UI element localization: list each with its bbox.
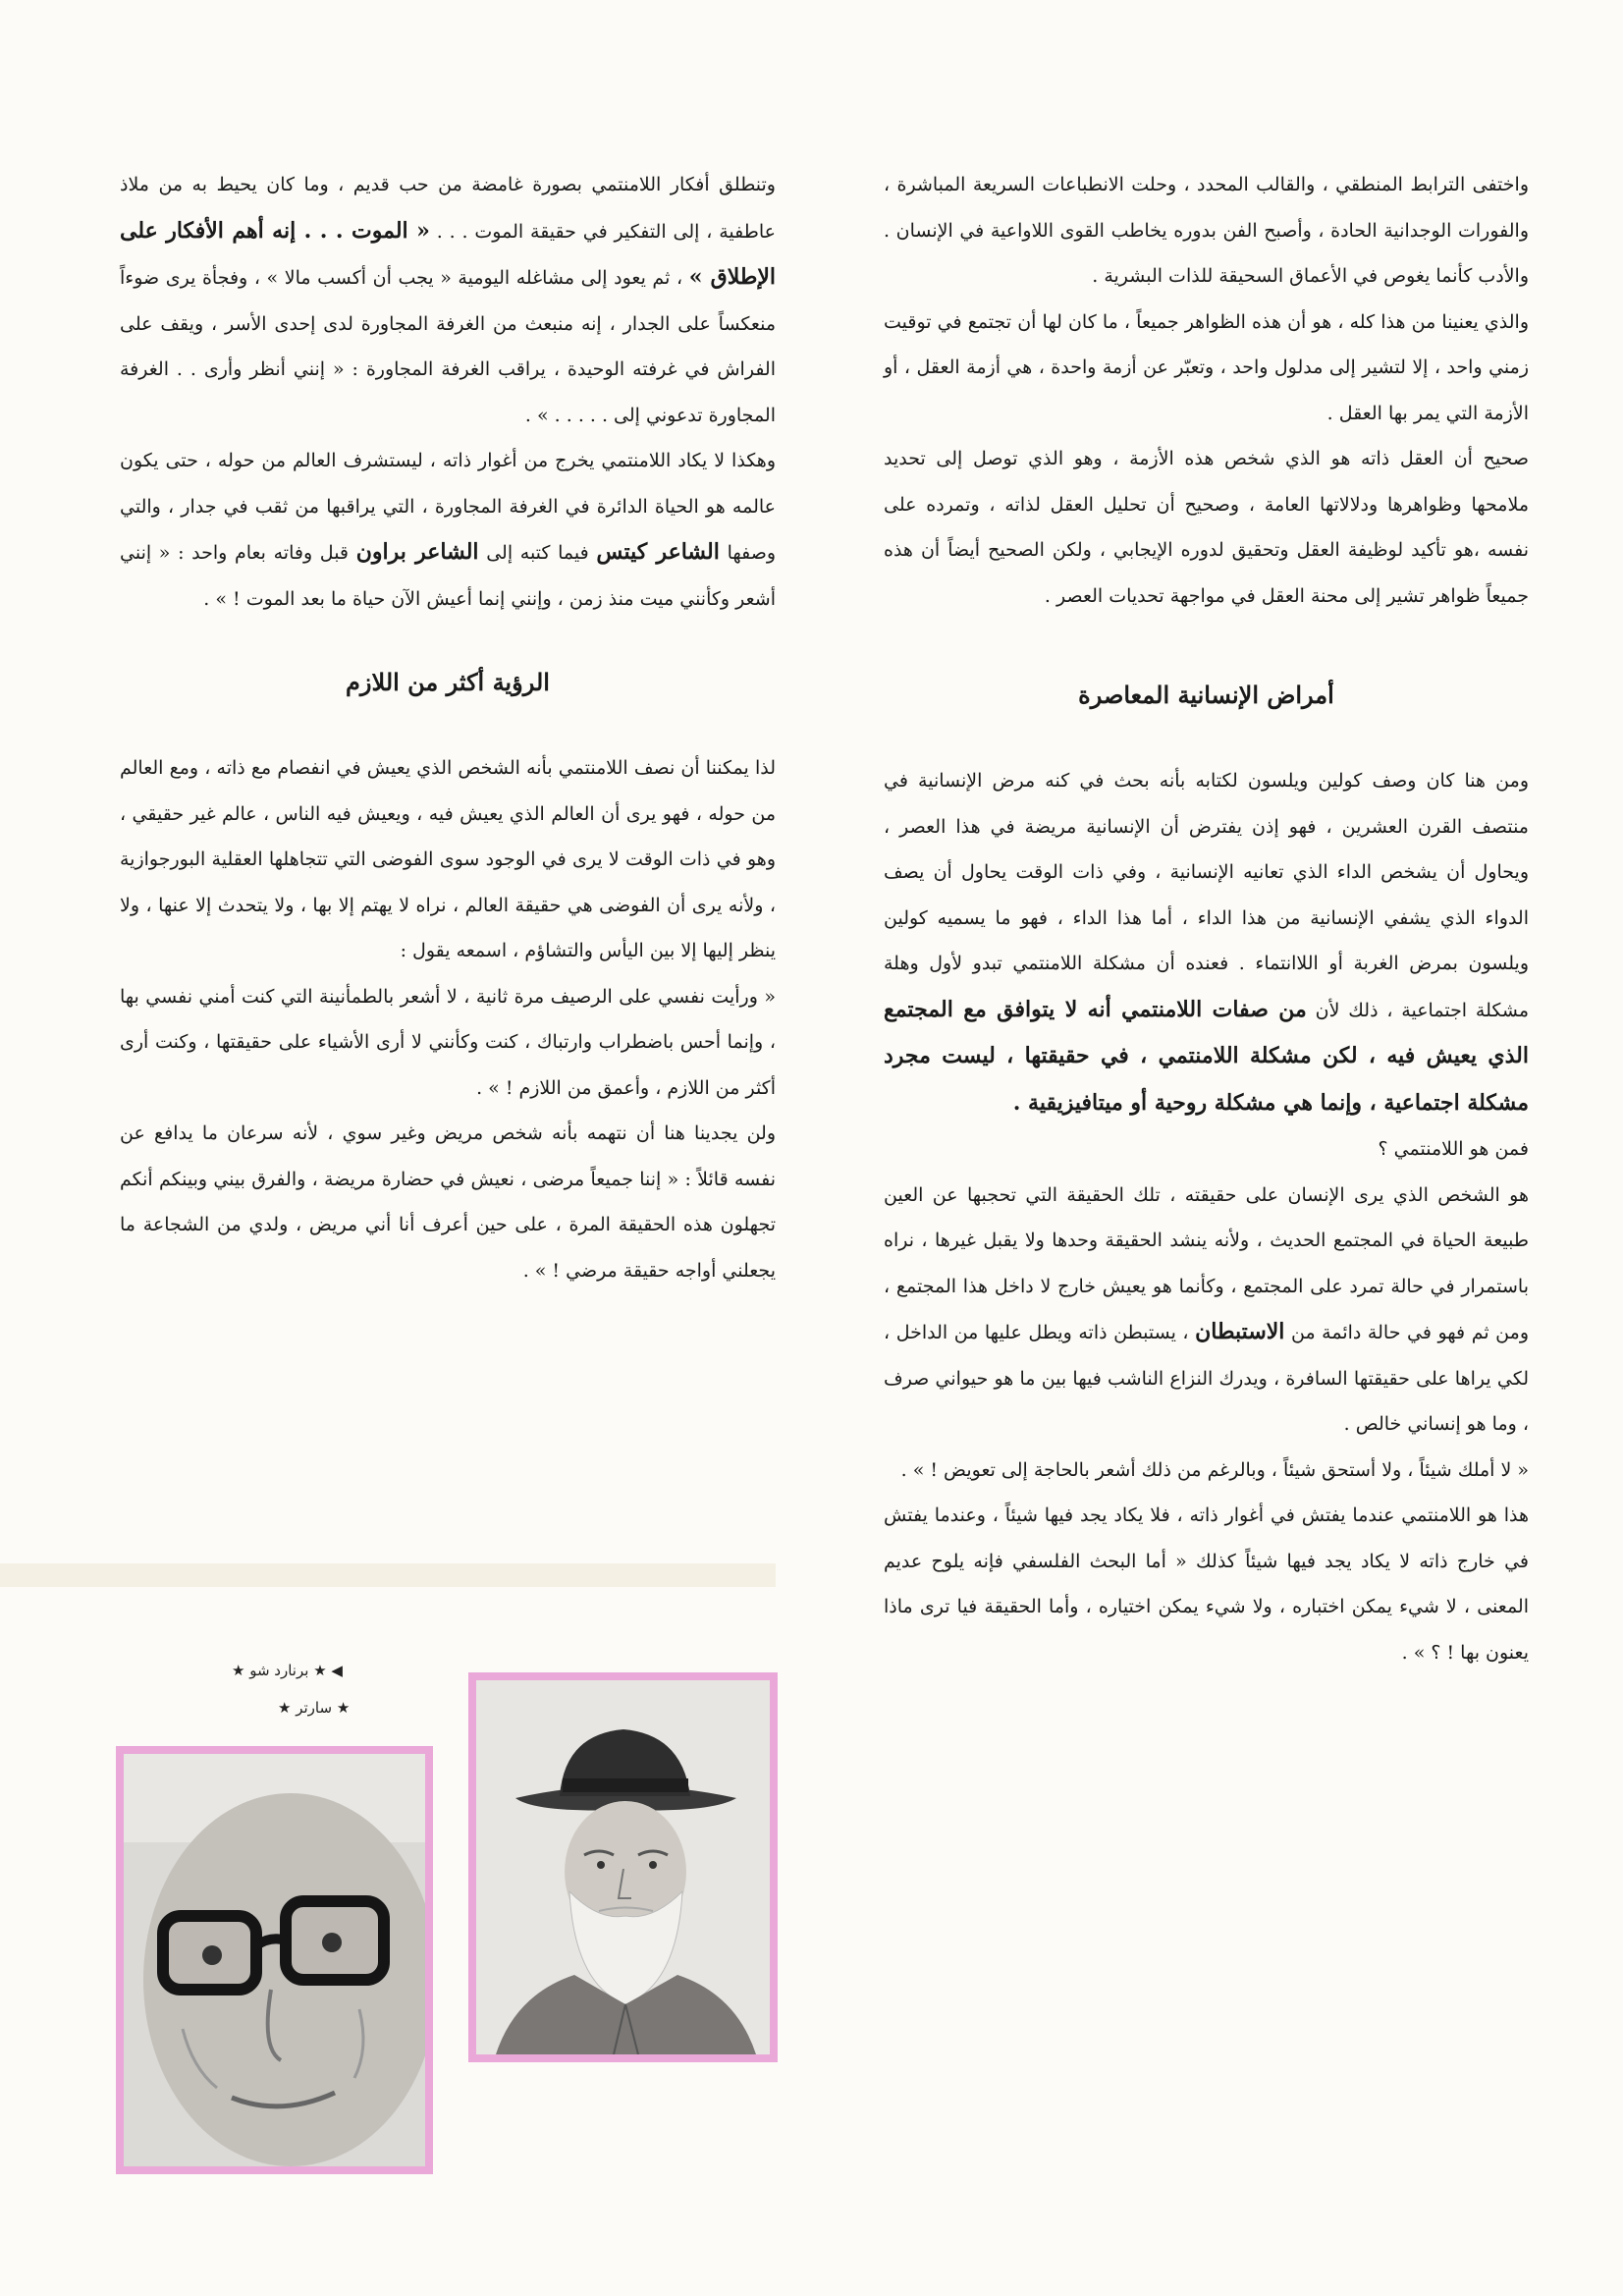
paragraph: والذي يعنينا من هذا كله ، هو أن هذه الظواهر جميعاً ، ما كان لها أن تجتمع في توقيت زمني واحد ، إلا لتشير إلى مدلول واحد ، وتعبّر عن أزمة واحدة ، هي أزمة العقل ، أو الأزمة التي يمر بها العقل . bbox=[884, 310, 1529, 424]
section-heading: أمراض الإنسانية المعاصرة bbox=[1078, 681, 1334, 709]
bold-emphasis: الشاعر كيتس bbox=[596, 539, 720, 565]
right-column bbox=[884, 162, 1529, 1675]
photo-sartre-frame bbox=[116, 1746, 433, 2174]
paragraph-text: ومن هنا كان وصف كولين ويلسون لكتابه بأنه بحث في كنه مرض الإنسانية في منتصف القرن العشرين ، فهو إذن يفترض أن الإنسانية مريضة في هذا العصر ، ويحاول أن يشخص الداء الذي تعانيه الإنسانية ، وفي ذات الوقت يحاول أن يصف الدواء الذي يشفي الإنسانية من هذا الداء ، أما هذا الداء ، فهو ما يسميه كولين ويلسون بمرض الغربة أو اللاانتماء . فعنده أن مشكلة اللامنتمي تبدو لأول وهلة مشكلة اجتماعية ، ذلك لأن bbox=[884, 770, 1530, 1021]
left-column bbox=[120, 162, 776, 1293]
caption-shaw: ◀ ★ برنارد شو ★ bbox=[232, 1662, 343, 1679]
portrait-hat-man-image bbox=[476, 1680, 770, 2054]
bold-emphasis: « الموت . . . إنه أهم الأفكار على الإطلاق » bbox=[120, 217, 777, 290]
quote-paragraph: « ورأيت نفسي على الرصيف مرة ثانية ، لا أشعر بالطمأنينة التي كنت أمني نفسي بها ، وإنما أحس باضطراب وارتباك ، كنت وكأنني لا أرى الأشياء على حقيقتها ، وكنت أرى أكثر من اللازم ، وأعمق من اللازم ! » . bbox=[120, 985, 776, 1099]
paragraph: فمن هو اللامنتمي ؟ bbox=[1378, 1138, 1529, 1160]
paragraph bbox=[120, 162, 776, 438]
paragraph-text: وتنطلق أفكار اللامنتمي بصورة غامضة من حب قديم ، وما كان يحيط به من ملاذ عاطفية ، إلى التفكير في حقيقة الموت . . . bbox=[120, 174, 776, 243]
paragraph-text: ، يستبطن ذاته ويطل عليها من الداخل ، لكي يراها على حقيقتها السافرة ، ويدرك النزاع الناشب فيها بين ما هو حيواني صرف ، وما هو إنساني خالص . bbox=[884, 1322, 1529, 1435]
paragraph: ولن يجدينا هنا أن نتهمه بأنه شخص مريض وغير سوي ، لأنه سرعان ما يدافع عن نفسه قائلاً : « إننا جميعاً مرضى ، نعيش في حضارة مريضة ، والفرق بيني وبينكم أنكم تجهلون هذه الحقيقة المرة ، على حين أعرف أنا أني مريض ، ولدي من الشجاعة ما يجعلني أواجه حقيقة مرضي ! » . bbox=[120, 1122, 776, 1282]
paragraph: هذا هو اللامنتمي عندما يفتش في أغوار ذاته ، فلا يكاد يجد فيها شيئاً ، وعندما يفتش في خارج ذاته لا يكاد يجد فيها شيئاً كذلك « أما البحث الفلسفي فإنه يلوح عديم المعنى ، لا شيء يمكن اختباره ، ولا شيء يمكن اختياره ، وأما الحقيقة فيا ترى ماذا يعنون بها ! ؟ » . bbox=[884, 1504, 1529, 1664]
paragraph: واختفى الترابط المنطقي ، والقالب المحدد ، وحلت الانطباعات السريعة المباشرة ، والفورات الوجدانية الحادة ، وأصبح الفن بدوره يخاطب القوى اللاواعية في الإنسان . والأدب كأنما يغوص في الأعماق السحيقة للذات البشرية . bbox=[884, 174, 1529, 287]
paragraph bbox=[120, 438, 776, 622]
paragraph: لذا يمكننا أن نصف اللامنتمي بأنه الشخص الذي يعيش في انفصام مع ذاته ، ومع العالم من حوله ، فهو يرى أن العالم الذي يعيش فيه ، ويعيش فيه الناس ، عالم غير حقيقي ، وهو في ذات الوقت لا يرى في الوجود سوى الفوضى التي تتجاهلها العقلية البورجوازية ، ولأنه يرى أن الفوضى هي حقيقة العالم ، نراه لا يهتم إلا بها ، ولا يتحدث إلا عنها ، ولا ينظر إليها إلا بين اليأس والتشاؤم ، اسمعه يقول : bbox=[120, 757, 776, 961]
photo-shaw-frame bbox=[468, 1672, 778, 2062]
bold-emphasis: الشاعر براون bbox=[355, 539, 479, 565]
paragraph: صحيح أن العقل ذاته هو الذي شخص هذه الأزمة ، وهو الذي توصل إلى تحديد ملامحها وظواهرها ودلالاتها العامة ، وصحيح أن تحليل العقل لذاته ، وتمرده على نفسه ،هو تأكيد لوظيفة العقل وتحقيق لدوره الإيجابي ، ولكن الصحيح أيضاً أن هذه جميعاً ظواهر تشير إلى محنة العقل في مواجهة تحديات العصر . bbox=[884, 448, 1529, 607]
section-heading: الرؤية أكثر من اللازم bbox=[346, 668, 550, 696]
portrait-glasses-man-image bbox=[124, 1754, 425, 2166]
paragraph bbox=[884, 758, 1529, 1126]
photo-shaw bbox=[476, 1680, 770, 2054]
quote-paragraph: « لا أملك شيئاً ، ولا أستحق شيئاً ، وبالرغم من ذلك أشعر بالحاجة إلى تعويض ! » . bbox=[900, 1458, 1529, 1481]
paragraph-text: ، ثم يعود إلى مشاغله اليومية « يجب أن أكسب مالا » ، وفجأة يرى ضوءاً منعكساً على الجدار ، إنه منبعث من الغرفة المجاورة لدى إحدى الأسر ، ويقف على الفراش في غرفته الوحيدة ، يراقب الغرفة المجاورة : « إنني أنظر وأرى . . الغرفة المجاورة تدعوني إلى . . . . . » . bbox=[120, 267, 776, 426]
paragraph-text: فيما كتبه إلى bbox=[486, 542, 589, 564]
paragraph-text: هو الشخص الذي يرى الإنسان على حقيقته ، تلك الحقيقة التي تحجبها عن العين طبيعة الحياة في المجتمع الحديث ، ولأنه ينشد الحقيقة وحدها ولا يقبل غيرها ، نراه باستمرار في حالة تمرد على المجتمع ، وكأنما هو يعيش خارج لا داخل هذا المجتمع ، ومن ثم فهو في حالة دائمة من bbox=[884, 1183, 1529, 1343]
paragraph bbox=[884, 1173, 1529, 1448]
caption-sartre: ★ سارتر ★ bbox=[278, 1699, 351, 1717]
paragraph-text: قبل وفاته بعام واحد : « إنني أشعر وكأنني ميت منذ زمن ، وإنني إنما أعيش الآن حياة ما بعد الموت ! » . bbox=[120, 542, 776, 610]
paragraph-text: وهكذا لا يكاد اللامنتمي يخرج من أغوار ذاته ، ليستشرف العالم من حوله ، حتى يكون عالمه هو الحياة الدائرة في الغرفة المجاورة ، التي يراقبها من ثقب في جدار ، والتي وصفها bbox=[120, 450, 777, 564]
bold-emphasis: من صفات اللامنتمي أنه لا يتوافق مع المجتمع الذي يعيش فيه ، لكن مشكلة اللامنتمي ، في حقيقتها ، ليست مجرد مشكلة اجتماعية ، وإنما هي مشكلة روحية أو ميتافيزيقية . bbox=[884, 996, 1529, 1116]
bold-emphasis: الاستبطان bbox=[1195, 1319, 1285, 1344]
scan-band bbox=[0, 1563, 776, 1587]
photo-sartre bbox=[124, 1754, 425, 2166]
